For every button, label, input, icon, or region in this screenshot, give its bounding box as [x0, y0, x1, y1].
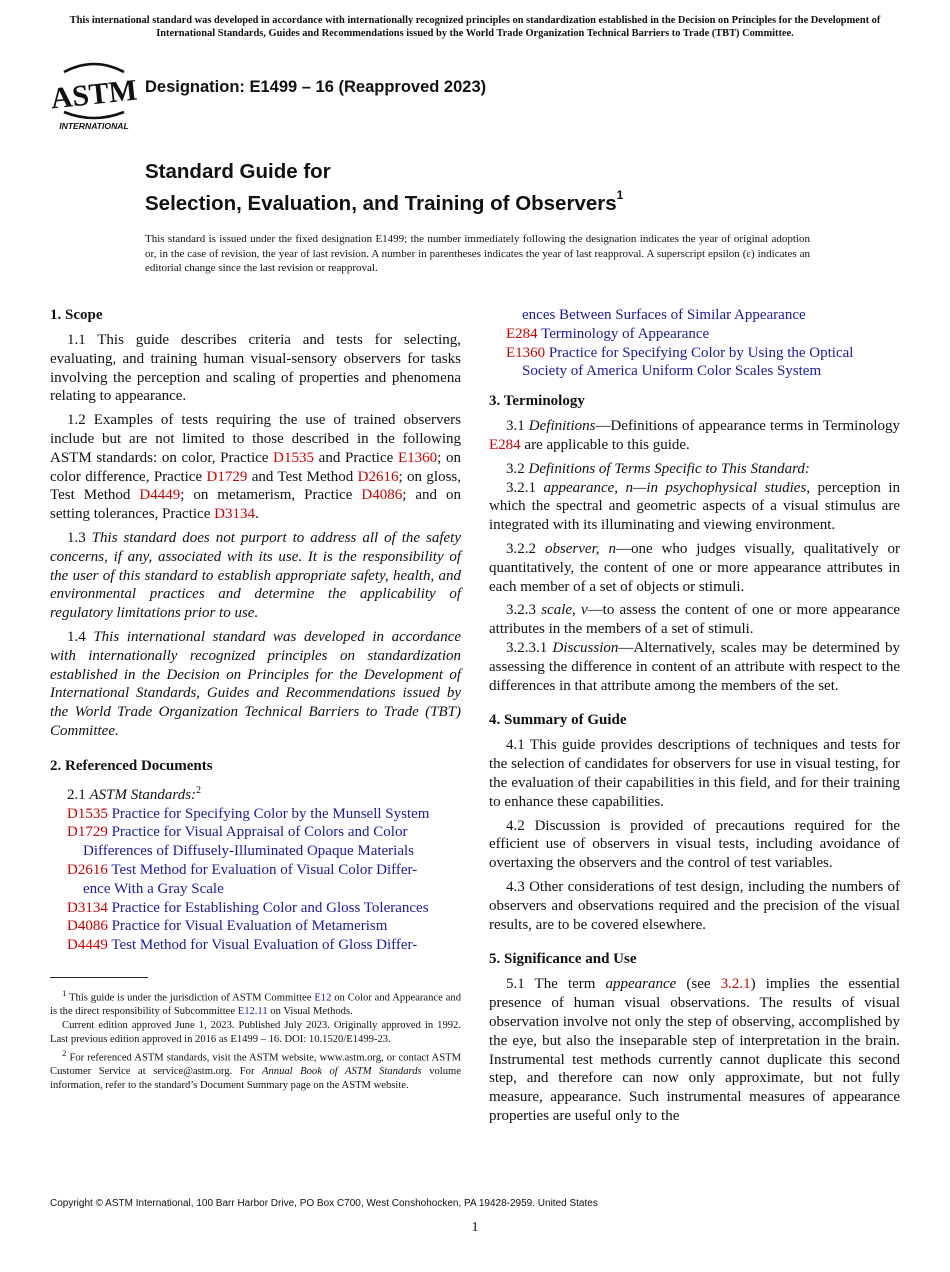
title-footnote-marker[interactable]: 1: [616, 188, 624, 202]
reference-entry: [489, 306, 900, 325]
section-4-heading: 4. Summary of Guide: [489, 712, 627, 729]
link-3-2-1[interactable]: 3.2.1: [720, 976, 751, 993]
link-e12[interactable]: E12: [314, 992, 332, 1004]
reference-title-link[interactable]: Practice for Specifying Color by the Munsell System: [111, 805, 430, 822]
reference-title-continued[interactable]: Society of America Uniform Color Scales System: [522, 363, 822, 380]
reference-title-continued[interactable]: ence With a Gray Scale: [83, 880, 224, 897]
reference-entry: [489, 344, 900, 382]
section-5-heading: 5. Significance and Use: [489, 951, 637, 968]
link-d2616[interactable]: D2616: [357, 468, 399, 485]
reference-title-link[interactable]: Test Method for Visual Evaluation of Gloss Differ-: [111, 937, 418, 954]
reference-title-continued[interactable]: ences Between Surfaces of Similar Appearance: [522, 307, 806, 323]
reference-entry: [50, 861, 461, 899]
footnote-rule: [50, 977, 148, 978]
para-3-1: 3.1 Definitions—Definitions of appearance terms in Terminology E284 are applicable to this guide.: [489, 418, 901, 453]
section-1-heading: 1. Scope: [50, 307, 103, 323]
astm-logo: [49, 56, 139, 132]
para-4-2: 4.2 Discussion is provided of precautions required for the efficient use of observers in visual tests, including avoidance of overtaxing the observers and the control of test variables.: [489, 817, 900, 872]
designation: Designation: E1499 – 16 (Reapproved 2023): [145, 78, 487, 96]
link-d4449[interactable]: D4449: [139, 487, 181, 504]
reference-title-continued[interactable]: Differences of Diffusely-Illuminated Opaque Materials: [83, 843, 414, 860]
section-2-heading: 2. Referenced Documents: [50, 757, 213, 774]
link-e284[interactable]: E284: [489, 436, 521, 453]
logo-subtitle: INTERNATIONAL: [59, 121, 129, 131]
reference-code-link[interactable]: E1360: [506, 344, 546, 361]
para-3-2: 3.2 Definitions of Terms Specific to This Standard:: [506, 460, 810, 477]
para-1-1: 1.1 This guide describes criteria and tests for selecting, evaluating, and training human visual-sensory observers for tasks involving the perception and scaling of properties and phenomena relating to appearance.: [50, 332, 461, 405]
footnote-marker-2[interactable]: 2: [196, 784, 202, 796]
para-4-1: 4.1 This guide provides descriptions of techniques and tests for the selection of candidates for observers for use in visual testing, for the evaluation of their capabilities in this field, and for their training to enhance these capabilities.: [489, 737, 900, 810]
para-2-1: 2.1 ASTM Standards:$^2$: [67, 784, 202, 803]
link-e1360[interactable]: E1360: [397, 449, 438, 466]
reference-title-link[interactable]: Practice for Establishing Color and Gloss Tolerances: [111, 899, 429, 916]
para-3-2-3-1: 3.2.3.1 Discussion—Alternatively, scales may be determined by assessing the difference in content of an attribute with respect to the differences in that attribute among the members of the set.: [489, 639, 901, 694]
reference-entry: [50, 823, 461, 861]
para-5-1: 5.1 The term appearance (see 3.2.1) implies the essential presence of human visual observations. The results of visual observation involve not only the step of observing, accomplished by the eye, but also the inseparable step of interpretation in the brain. Instrumental test methods currently cannot duplicate this second step, and therefore can now only approximate, but not fully measure, appearance. Such instrumental measures of appearance properties are useful only to the: [489, 976, 900, 1124]
para-4-3: 4.3 Other considerations of test design, including the numbers of observers and observations required and the precision of the visual results, are to be covered elsewhere.: [489, 878, 900, 933]
reference-entry: [50, 917, 461, 936]
reference-code-link[interactable]: D1535: [67, 805, 108, 822]
reference-code-link[interactable]: D2616: [67, 861, 108, 878]
link-d3134[interactable]: D3134: [214, 506, 255, 523]
reference-title-link[interactable]: Practice for Visual Evaluation of Metamerism: [111, 918, 388, 935]
title-line-1: Standard Guide for: [145, 160, 331, 183]
link-d1535[interactable]: D1535: [273, 449, 314, 466]
reference-title-link[interactable]: Practice for Visual Appraisal of Colors and Color: [111, 824, 408, 841]
section-3-heading: 3. Terminology: [489, 393, 585, 410]
left-column: [50, 306, 461, 955]
footnote-2: $^2$ For referenced ASTM standards, visit the ASTM website, www.astm.org, or contact ASTM Customer Service at service@astm.org. For Annual Book of ASTM Standards volume information, refer to the standard’s Document Summary page on the ASTM website.: [50, 1048, 461, 1091]
reference-code-link[interactable]: D4086: [67, 918, 108, 935]
reference-entry: [489, 325, 900, 344]
reference-entry: [50, 936, 461, 955]
page-number: 1: [471, 1220, 479, 1235]
para-1-4: 1.4 This international standard was developed in accordance with internationally recognized principles on standardization established in the Decision on Principles for the Development of International Standards, Guides and Recommendations issued by the World Trade Organization Technical Barriers to Trade (TBT) Committee.: [50, 628, 462, 739]
reference-code-link[interactable]: E284: [506, 325, 538, 342]
link-d1729[interactable]: D1729: [206, 468, 248, 485]
para-1-3: 1.3 This standard does not purport to address all of the safety concerns, if any, associated with its use. It is the responsibility of the user of this standard to establish appropriate safety, health, and environmental practices and determine the applicability of regulatory limitations prior to use.: [50, 529, 462, 622]
logo-wordmark: ASTM: [49, 73, 139, 116]
link-d4086[interactable]: D4086: [361, 487, 403, 504]
reference-title-link[interactable]: Test Method for Evaluation of Visual Color Differ-: [111, 861, 418, 878]
link-e12-11[interactable]: E12.11: [237, 1005, 268, 1017]
referenced-documents-list: [50, 805, 461, 955]
international-standard-notice: This international standard was developed in accordance with internationally recognized principles on standardization established in the Decision on Principles for the Development of International Standards, Guides and Recommendations issued by the World Trade Organization Technical Barriers to Trade (TBT) Committee.: [69, 15, 881, 39]
reference-code-link[interactable]: D3134: [67, 899, 108, 916]
reference-title-link[interactable]: Practice for Specifying Color by Using the Optical: [548, 344, 854, 361]
footnotes: [50, 987, 461, 1093]
reference-code-link[interactable]: D1729: [67, 824, 108, 841]
reference-title-link[interactable]: Terminology of Appearance: [541, 325, 710, 342]
para-1-2: 1.2 Examples of tests requiring the use of trained observers include but are not limited to those described in the following ASTM standards: on color, Practice D1535 and Practice E1360; on color difference, Practice D1729 and Test Method D2616; on gloss, Test Method D4449; on metamerism, Practice D4086; and on setting tolerances, Practice D3134.: [50, 412, 461, 523]
para-3-2-2: 3.2.2 observer, n—one who judges visually, qualitatively or quantitatively, the content of one or more appearance attributes in each member of a set of objects or stimuli.: [489, 540, 901, 595]
issuance-statement: This standard is issued under the fixed designation E1499; the number immediately following the designation indicates the year of original adoption or, in the case of revision, the year of last revision. A number in parentheses indicates the year of last reapproval. A superscript epsilon (ε) indicates an editorial change since the last revision or reapproval.: [145, 233, 810, 274]
copyright-line: Copyright © ASTM International, 100 Barr Harbor Drive, PO Box C700, West Conshohocken, PA 19428-2959. United States: [50, 1198, 598, 1209]
reference-entry: [50, 899, 461, 918]
footnote-1: $^1$ This guide is under the jurisdiction of ASTM Committee E12 on Color and Appearance and is the direct responsibility of Subcommittee E12.11 on Visual Methods.: [50, 988, 461, 1017]
referenced-documents-list-continued: [489, 306, 900, 381]
footnote-1-edition: Current edition approved June 1, 2023. Published July 2023. Originally approved in 1992. Last previous edition approved in 2016 as E1499 – 16. DOI: 10.1520/E1499-23.: [50, 1020, 461, 1045]
para-3-2-1: 3.2.1 appearance, n—in psychophysical studies, perception in which the spectral and geometric aspects of a visual stimulus are integrated with its illuminating and viewing environment.: [489, 479, 900, 534]
reference-entry: [50, 805, 461, 824]
reference-code-link[interactable]: D4449: [67, 937, 108, 954]
title-line-2: Selection, Evaluation, and Training of Observers$^1$: [145, 188, 624, 215]
document-title: [145, 159, 623, 217]
right-column: [489, 306, 900, 1131]
para-3-2-3: 3.2.3 scale, v—to assess the content of one or more appearance attributes in the members of a set of stimuli.: [489, 602, 901, 638]
